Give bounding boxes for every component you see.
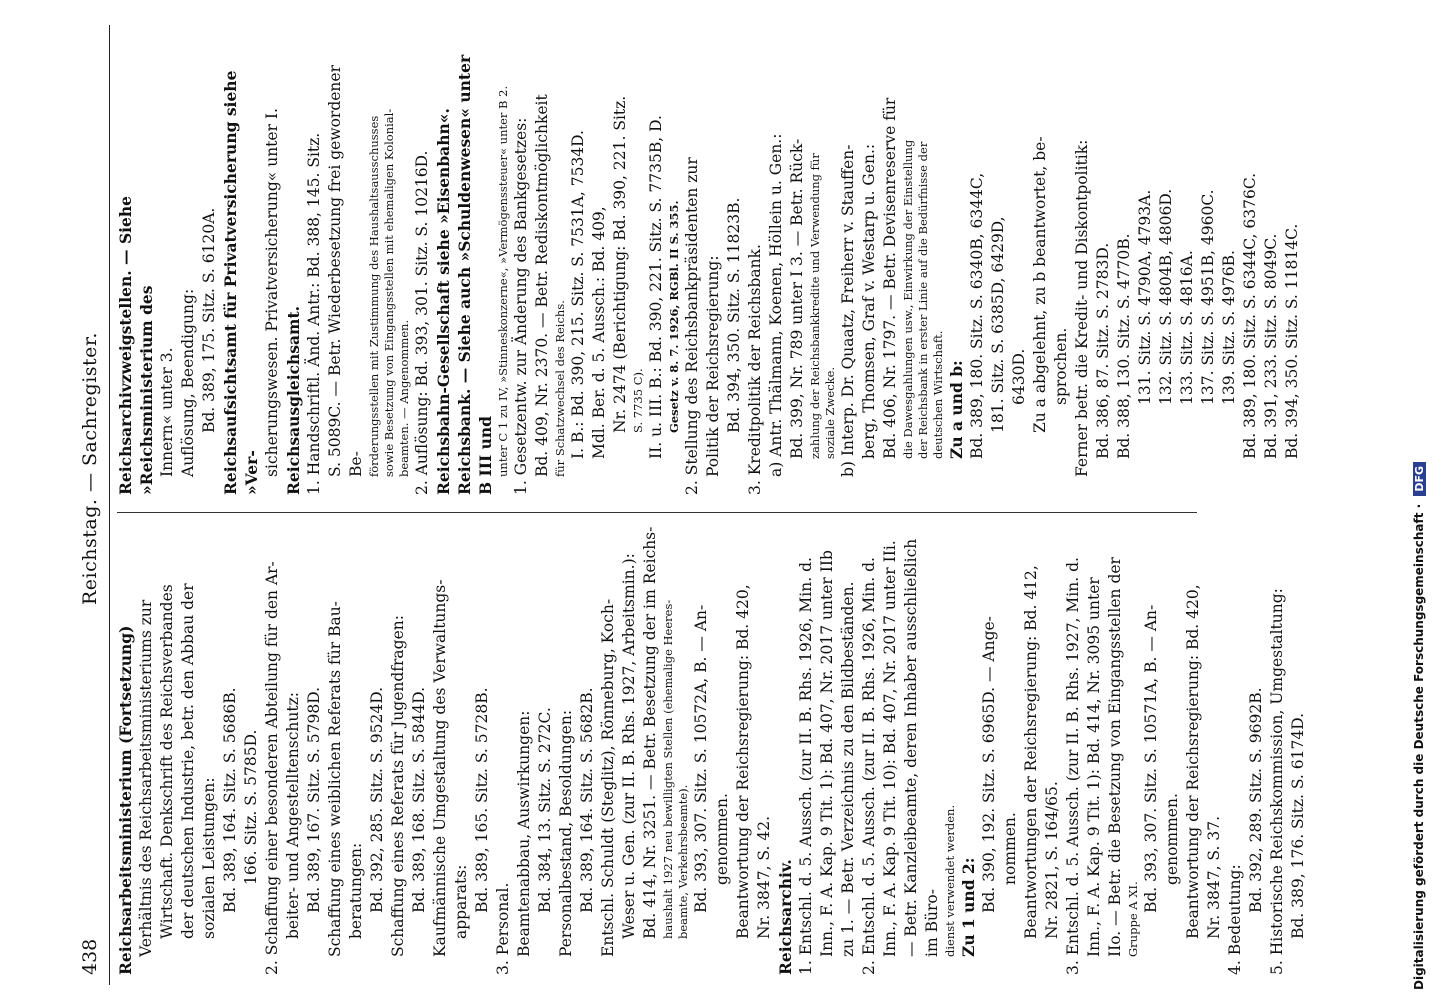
page-header — [75, 25, 110, 985]
index-line: Beantwortungen der Reichsregierung: Bd. 412, — [1022, 565, 1040, 939]
index-line: 2. Stellung des Reichsbankpräsidenten zur — [683, 157, 701, 495]
index-line: Bd. 399, Nr. 789 unter I 3. — Betr. Rück- — [788, 138, 806, 459]
index-line: soziale Zwecke. — [823, 366, 837, 459]
index-line: Bd. 393, 307. Sitz. S. 10571A, B. — An- — [1142, 604, 1160, 913]
index-line: b) Interp. Dr. Quaatz, Freiherr v. Stauffen- — [839, 144, 857, 477]
page-number: 438 — [79, 938, 101, 975]
index-line: Wirtschaft. Denkschrift des Reichsverbandes — [158, 584, 176, 939]
index-line: Nr. 3847, S. 37. — [1205, 816, 1223, 939]
index-line: 133. Sitz. S. 4816A. — [1178, 250, 1196, 405]
index-lemma: Reichsbahn-Gesellschaft siehe »Eisenbahn«. — [434, 108, 453, 495]
index-line: 5. Historische Reichskommission, Umgestaltung: — [1268, 588, 1286, 975]
index-line: 1. Handschriftl. Änd. Antr.: Bd. 388, 145. Sitz. — [305, 132, 323, 495]
index-line: a) Antr. Thälmann, Koenen, Höllein u. Gen.: — [767, 133, 785, 477]
index-line: Bd. 386, 87. Sitz. S. 2783D. — [1094, 242, 1112, 459]
credit-text: Digitalisierung gefördert durch die Deutsche Forschungsgemeinschaft · — [1412, 503, 1426, 990]
index-line: I. B.: Bd. 390, 215. Sitz. S. 7531A, 7534D. — [569, 130, 587, 459]
index-line: Bd. 389, 165. Sitz. S. 5728B. — [473, 687, 491, 913]
index-line: dienst verwendet werden. — [943, 804, 957, 957]
index-line: Beamtenabbau, Auswirkungen: — [515, 710, 533, 957]
index-line: Bd. 391, 233. Sitz. S. 8049C. — [1262, 233, 1280, 459]
index-line: Bd. 389, 164. Sitz. S. 5686B. — [221, 687, 239, 913]
index-line: Mdl. Ber. d. 5. Aussch.: Bd. 409, — [590, 206, 608, 459]
index-line: 132. Sitz. S. 4804B, 4806D. — [1157, 188, 1175, 405]
index-lemma: Reichsbank. — Siehe auch »Schuldenwesen« unter B III und — [455, 54, 495, 495]
index-line: genommen. — [1163, 793, 1181, 885]
index-line: Bd. 389, 175. Sitz. S. 6120A. — [200, 207, 218, 433]
index-line: 3. Entschl. d. 5. Aussch. (zur II. B. Rhs. 1927, Min. d. — [1064, 557, 1082, 975]
index-line: Bd. 409, Nr. 2370. — Betr. Rediskontmöglichkeit — [533, 94, 551, 477]
index-line: Bd. 394, 350. Sitz. S. 11823B. — [725, 197, 743, 433]
index-line: Zu a abgelehnt, zu b beantwortet, be- — [1031, 136, 1049, 433]
index-line: Gesetz v. 8. 7. 1926, RGBl. II S. 355. — [667, 200, 681, 433]
index-line: — Betr. Kanzleibeamte, deren Inhaber ausschließlich im Büro- — [902, 538, 941, 957]
index-line: sicherungswesen. Privatversicherung« unter I. — [263, 108, 281, 477]
index-line: 4. Bedeutung: — [1226, 864, 1244, 975]
index-line: Weser u. Gen. (zur II. B. Rhs. 1927, Arbeitsmin.): — [620, 553, 638, 939]
index-line: haushalt 1927 neu bewilligten Stellen (ehemalige Heeres- — [661, 599, 675, 939]
index-line: Inn., F. A. Kap. 9 Tit. 1): Bd. 407, Nr. 2017 unter IIb — [818, 550, 836, 957]
index-line: die Dawesgahlungen usw., Einwirkung der Einstellung — [901, 139, 915, 459]
index-line: Bd. 392, 289. Sitz. S. 9692B. — [1247, 687, 1265, 913]
index-line: sprochen. — [1052, 327, 1070, 405]
index-line: Auflösung, Beendigung: — [179, 288, 197, 477]
index-line: Politik der Reichsregierung: — [704, 255, 722, 477]
index-line: 131. Sitz. S. 4790A, 4793A. — [1136, 189, 1154, 405]
index-line: sowie Besetzung von Eingangsstellen mit ehemaligen Kolonial- — [382, 108, 396, 477]
index-line: S. 5089C. — Betr. Wiederbesetzung frei gewordener Be- — [326, 65, 365, 477]
index-line: 2. Schaffung einer besonderen Abteilung für den Ar- — [263, 561, 281, 975]
right-column — [115, 40, 1303, 495]
index-lemma: Reichsausgleichsamt. — [284, 305, 303, 495]
index-line: 2. Auflösung: Bd. 393, 301. Sitz. S. 10216D. — [413, 150, 431, 495]
index-line: Bd. 393, 307. Sitz. S. 10572A, B. — An- — [692, 604, 710, 913]
index-line: Bd. 389, 180. Sitz. S. 6340B, 6344C, — [968, 172, 986, 459]
index-line: 3. Personal. — [494, 882, 512, 975]
index-line: 2. Entschl. d. 5. Aussch. (zur II. B. Rhs. 1926, Min. d. — [860, 557, 878, 975]
index-line: Schaffung eines weiblichen Referats für Bau- — [326, 601, 344, 957]
index-line: Kaufmännische Umgestaltung des Verwaltungs- — [431, 579, 449, 957]
index-line: 1. Gesetzentw. zur Änderung des Bankgesetzes: — [512, 117, 530, 495]
index-lemma: Reichsarchiv. — [776, 859, 795, 975]
index-line: Beantwortung der Reichsregierung: Bd. 420, — [734, 584, 752, 939]
index-line: förderungsstellen mit Zustimmung des Haushaltsausschusses — [367, 115, 381, 477]
index-line: Nr. 2474 (Berichtigung: Bd. 390, 221. Sitz. — [611, 95, 629, 433]
index-line: Innern« unter 3. — [158, 347, 176, 477]
index-line: 1. Entschl. d. 5. Aussch. (zur II. B. Rhs. 1926, Min. d. — [797, 557, 815, 975]
index-line: Entschl. Schuldt (Steglitz), Rönneburg, Koch- — [599, 598, 617, 957]
index-line: II. u. III. B.: Bd. 390, 221. Sitz. S. 7735B, D. — [647, 115, 665, 459]
column-divider — [117, 512, 1197, 513]
index-line: Bd. 384, 13. Sitz. S. 272C. — [536, 707, 554, 913]
index-line: beamte, Verkehrsbeamte). — [676, 784, 690, 939]
index-line: unter C 1 zu IV, »Stinneskonzerne«, »Vermögenssteuer« unter B 2. — [496, 85, 510, 477]
rotated-document-page — [75, 25, 1325, 985]
index-line: der deutschen Industrie, betr. den Abbau der — [179, 583, 197, 939]
index-line: Bd. 390, 192. Sitz. S. 6965D. — Ange- — [980, 616, 998, 913]
index-line: beamten. — Angenommen. — [397, 319, 411, 477]
index-line: sozialen Leistungen: — [200, 777, 218, 939]
index-line: 6430D. — [1010, 348, 1028, 405]
index-line: zahlung der Reichsbankkredite und Verwendung für — [808, 153, 822, 459]
running-title: Reichstag. — Sachregister. — [79, 332, 101, 605]
index-line: Gruppe A XI. — [1126, 881, 1140, 957]
index-lemma: Reichsaufsichtsamt für Privatversicherung siehe »Ver- — [221, 70, 261, 495]
index-line: apparats: — [452, 864, 470, 939]
index-line: beratungen: — [347, 842, 365, 939]
index-line: Bd. 414, Nr. 3251. — Betr. Besetzung der im Reichs- — [641, 526, 659, 939]
index-line: Bd. 392, 285. Sitz. S. 9524D. — [368, 686, 386, 913]
index-lemma: Reichsarbeitsministerium (Fortsetzung) — [116, 625, 135, 975]
index-line: berg, Thomsen, Graf v. Westarp u. Gen.: — [860, 143, 878, 459]
index-line: Nr. 2821, S. 164/65. — [1043, 781, 1061, 939]
index-line: S. 7735 C). — [631, 368, 645, 433]
index-line: 166. Sitz. S. 5785D. — [242, 729, 260, 885]
index-line: IIo. — Betr. die Besetzung von Eingangsstellen der — [1106, 557, 1124, 957]
index-lemma: Reichsarchivzweigstellen. — Siehe »Reichsministerium des — [116, 195, 156, 495]
index-line: Bd. 389, 176. Sitz. S. 6174D. — [1289, 712, 1307, 939]
index-line: 181. Sitz. S. 6385D, 6429D, — [989, 216, 1007, 433]
index-line: 139. Sitz. S. 4976B. — [1220, 250, 1238, 405]
index-line: deutschen Wirtschaft. — [931, 330, 945, 459]
index-line: Schaffung eines Referats für Jugendfragen: — [389, 615, 407, 957]
index-line: Beantwortung der Reichsregierung: Bd. 420, — [1184, 584, 1202, 939]
index-line: Nr. 3847, S. 42. — [755, 816, 773, 939]
index-line: Bd. 389, 180. Sitz. S. 6344C, 6376C. — [1241, 172, 1259, 459]
index-line: Bd. 388, 130. Sitz. S. 4770B. — [1115, 233, 1133, 459]
index-line: Inn., F. A. Kap. 9 Tit. 10): Bd. 407, Nr. 2017 unter IIi. — [881, 540, 899, 957]
funding-credit — [1412, 0, 1432, 990]
index-line: Bd. 389, 167. Sitz. S. 5798D. — [305, 686, 323, 913]
index-line: Ferner betr. die Kredit- und Diskontpolitik: — [1073, 139, 1091, 477]
index-line: beiter- und Angestelltenschutz: — [284, 692, 302, 939]
index-line: Verhältnis des Reichsarbeitsministeriums zur — [137, 599, 155, 957]
index-line: Personalbestand, Besoldungen: — [557, 709, 575, 957]
index-line: 137. Sitz. S. 4951B, 4960C. — [1199, 189, 1217, 405]
index-line: Bd. 389, 164. Sitz. S. 5682B. — [578, 687, 596, 913]
index-line: Bd. 389, 168. Sitz. S. 5844D. — [410, 686, 428, 913]
index-line: Inn., F. A. Kap. 9 Tit. 1): Bd. 414, Nr. 3095 unter — [1085, 577, 1103, 957]
dfg-logo: DFG — [1413, 462, 1426, 496]
index-line: für Schatzwechsel des Reichs. — [553, 300, 567, 477]
index-line: nommen. — [1001, 812, 1019, 885]
index-line: genommen. — [713, 793, 731, 885]
index-line: Bd. 406, Nr. 1797. — Betr. Devisenreserve für — [881, 97, 899, 459]
index-line: zu 1. — Betr. Verzeichnis zu den Bildbeständen. — [839, 581, 857, 957]
left-column — [115, 520, 1309, 975]
index-line: der Reichsbank in erster Linie auf die Bedürfnisse der — [916, 141, 930, 459]
index-line: Bd. 394, 350. Sitz. S. 11814C. — [1283, 223, 1301, 459]
index-line: 3. Kreditpolitik der Reichsbank. — [746, 244, 764, 495]
index-line: Zu a und b: — [947, 360, 966, 459]
index-line: Zu 1 und 2: — [959, 857, 978, 957]
